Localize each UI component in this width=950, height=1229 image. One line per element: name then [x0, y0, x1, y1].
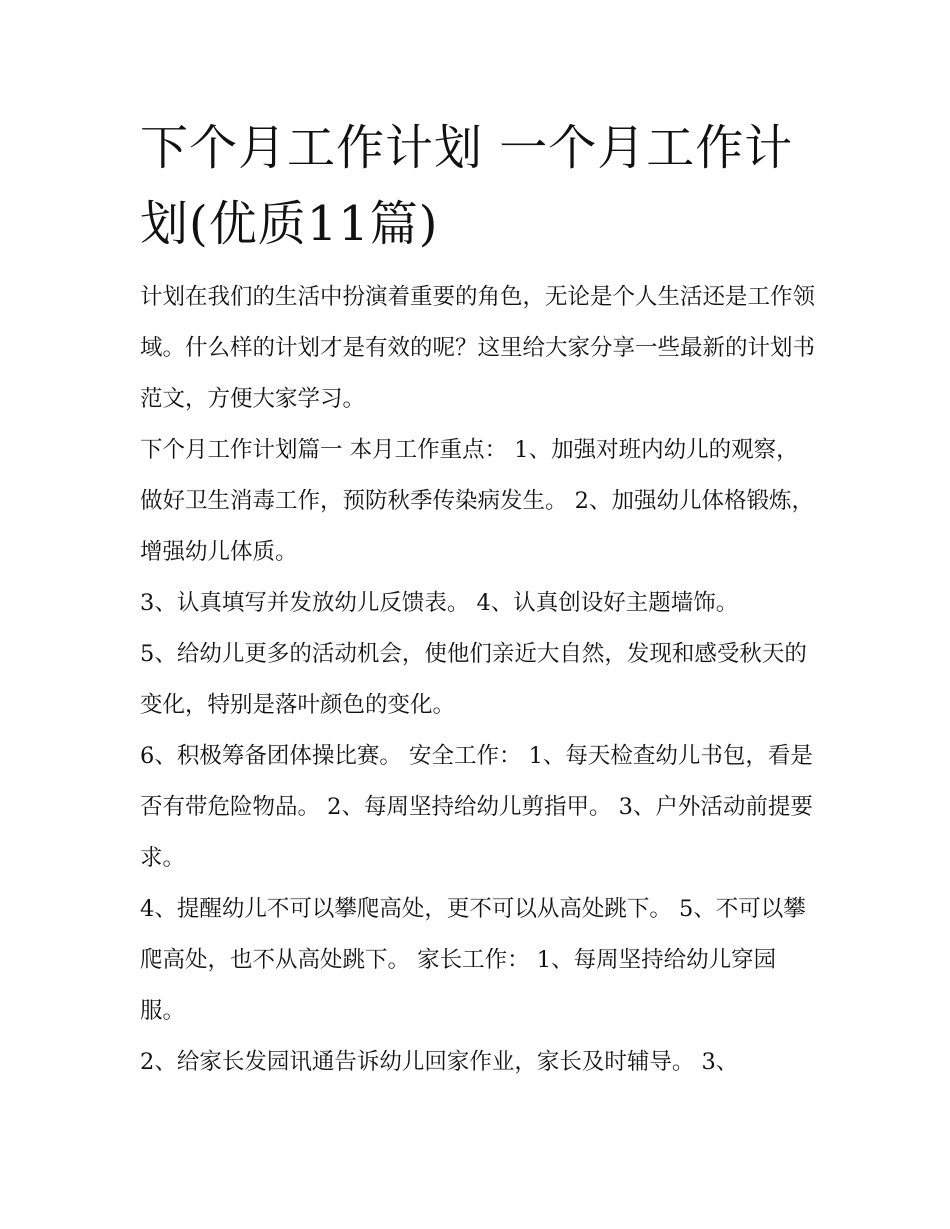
paragraph-parent-work: 4、提醒幼儿不可以攀爬高处，更不可以从高处跳下。 5、不可以攀爬高处，也不从高处跳下。 家长工作： 1、每周坚持给幼儿穿园服。 [140, 896, 806, 1024]
paragraph-intro: 计划在我们的生活中扮演着重要的角色，无论是个人生活还是工作领域。什么样的计划才是有效的呢？这里给大家分享一些最新的计划书范文，方便大家学习。 [140, 284, 816, 412]
document-title: 下个月工作计划 一个月工作计划(优质11篇) [140, 120, 794, 252]
paragraph-item-5: 5、给幼儿更多的活动机会，使他们亲近大自然，发现和感受秋天的变化，特别是落叶颜色的变化。 [140, 641, 807, 718]
paragraph-homework-notice: 2、给家长发园讯通告诉幼儿回家作业，家长及时辅导。 3、 [140, 1049, 739, 1075]
paragraph-safety-work: 6、积极筹备团体操比赛。 安全工作： 1、每天检查幼儿书包，看是否有带危险物品。 2、每周坚持给幼儿剪指甲。 3、户外活动前提要求。 [140, 743, 813, 871]
paragraph-item-3-4: 3、认真填写并发放幼儿反馈表。 4、认真创设好主题墙饰。 [140, 590, 739, 616]
paragraph-plan-one: 下个月工作计划篇一 本月工作重点： 1、加强对班内幼儿的观察，做好卫生消毒工作，预防秋季传染病发生。 2、加强幼儿体格锻炼，增强幼儿体质。 [140, 437, 814, 565]
document-page [140, 110, 815, 1088]
